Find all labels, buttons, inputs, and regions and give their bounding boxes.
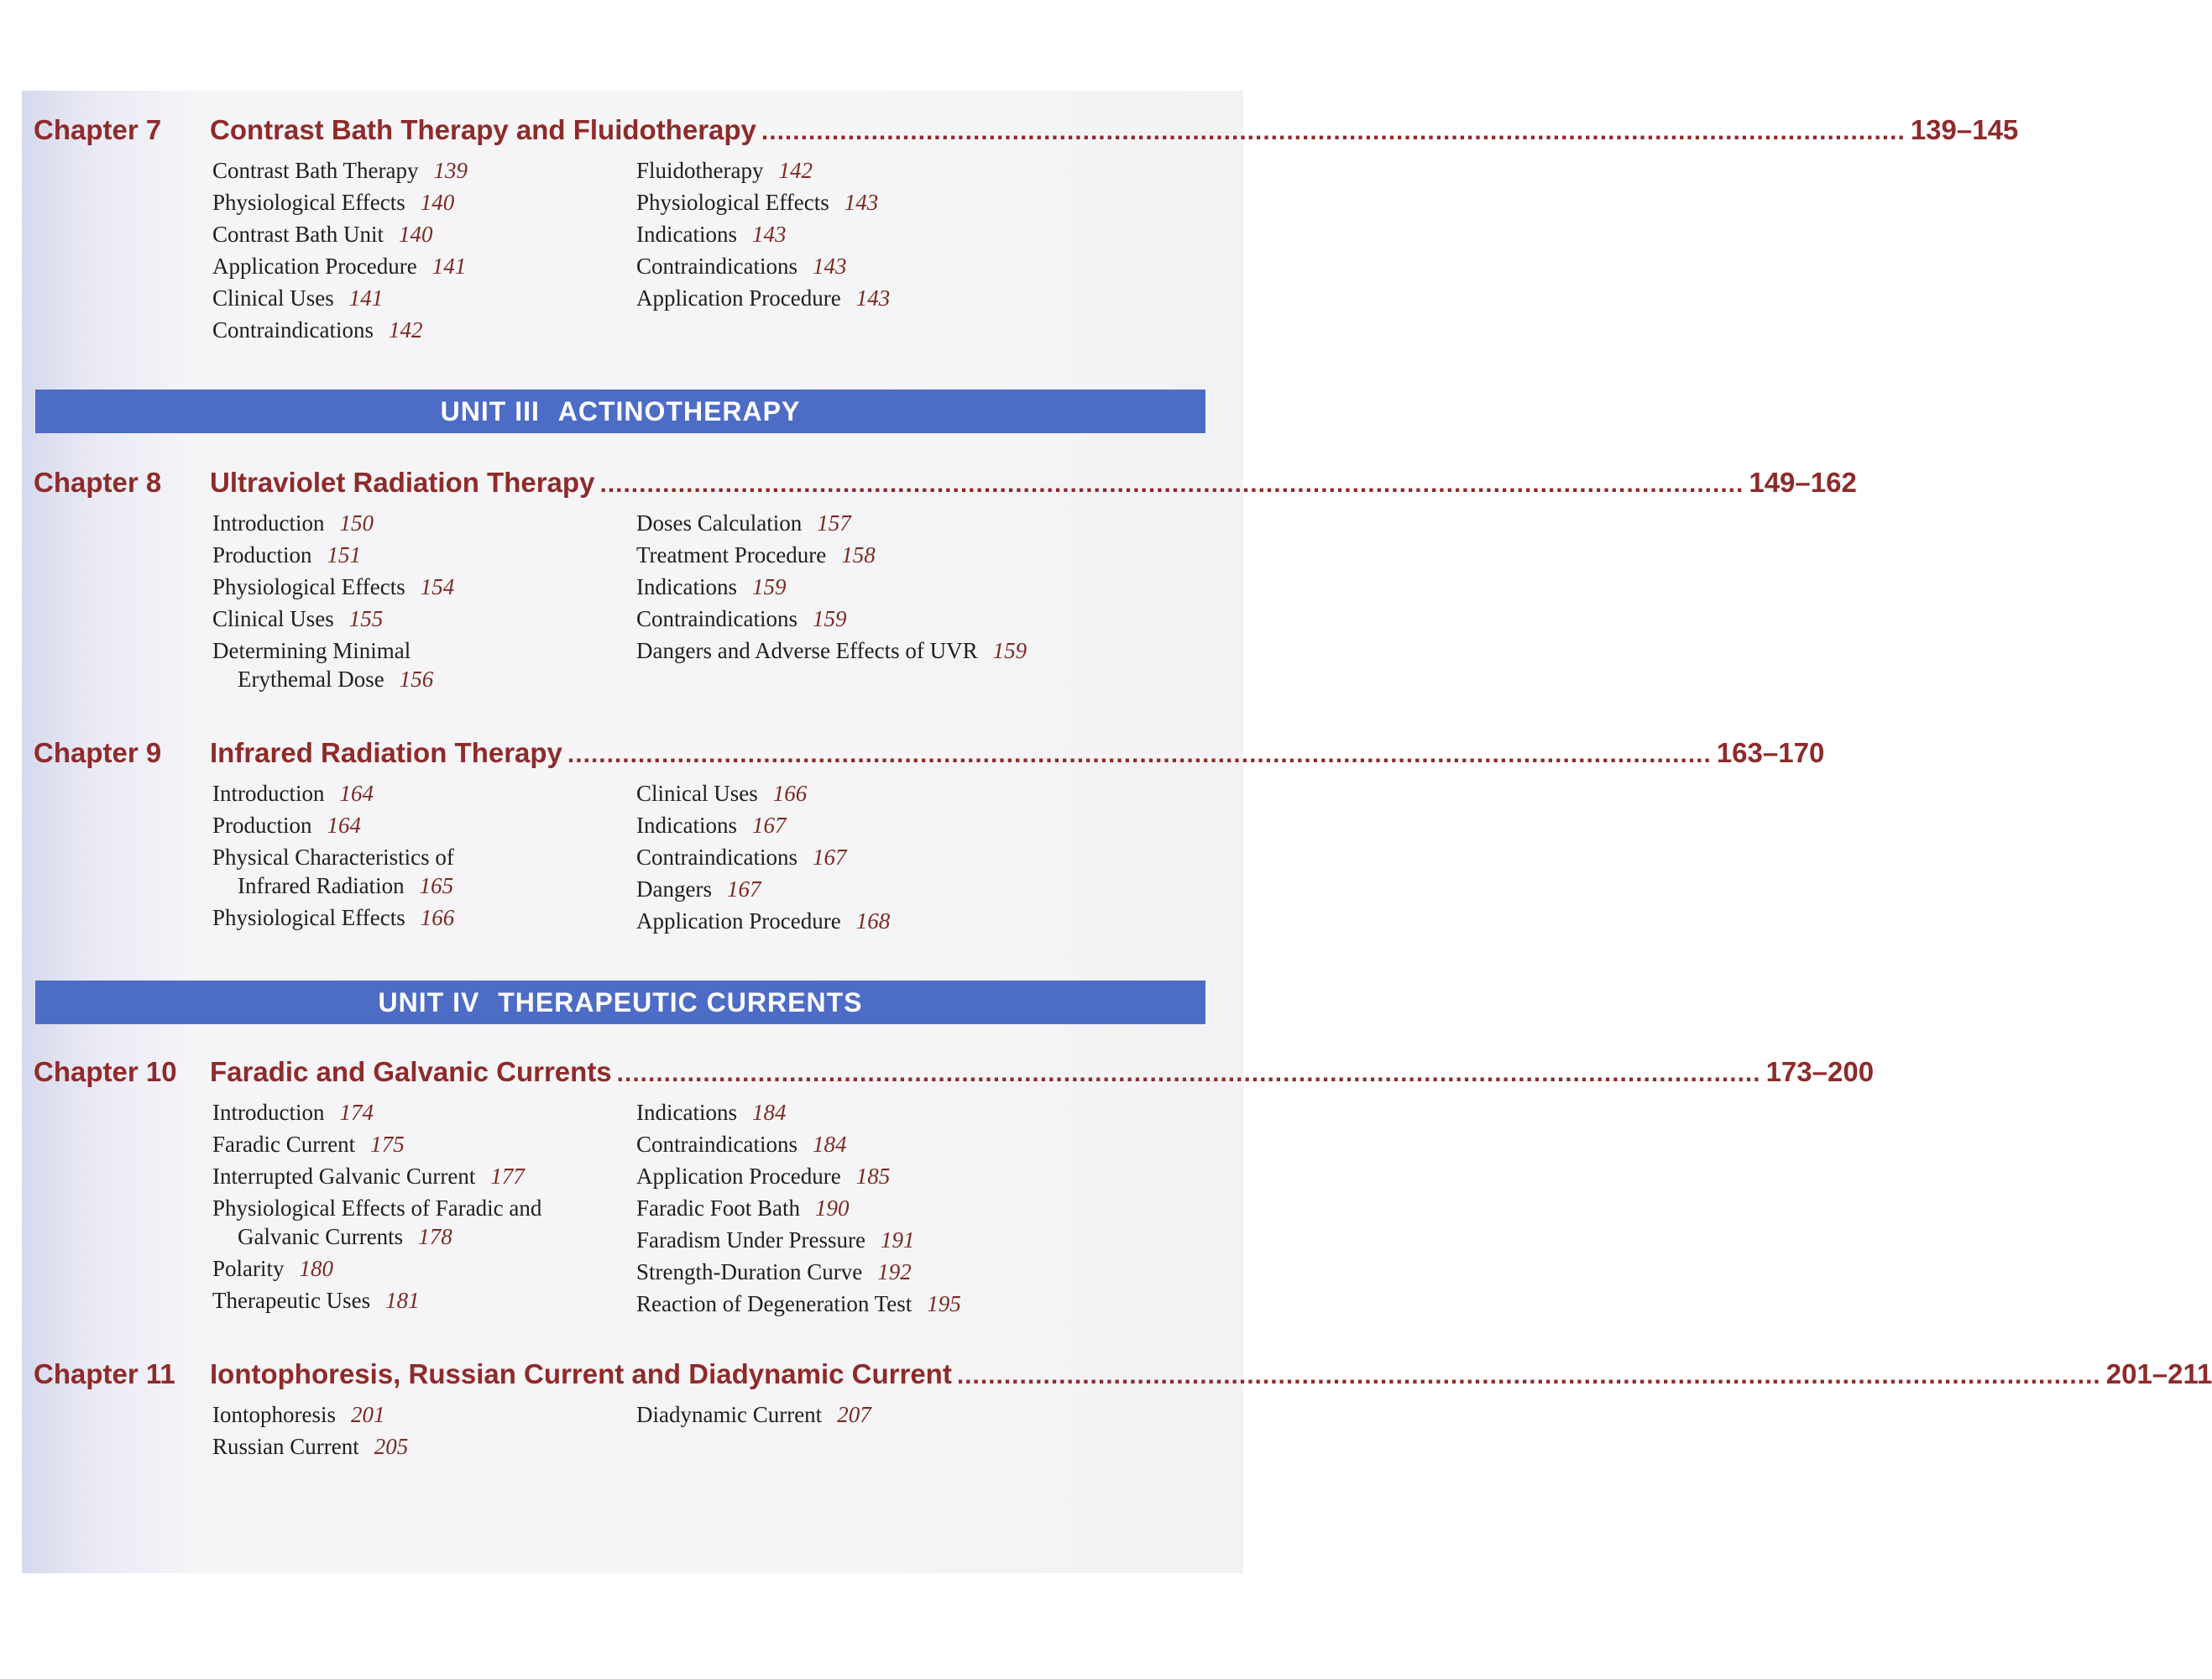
chapter-page-range: 173–200	[1765, 1056, 1875, 1087]
toc-entry: Treatment Procedure 158	[636, 542, 876, 568]
toc-entry: Production 151	[212, 542, 361, 568]
toc-entry: Interrupted Galvanic Current 177	[212, 1164, 525, 1189]
toc-entry: Infrared Radiation 165	[238, 873, 454, 898]
chapter-title: Iontophoresis, Russian Current and Diadynamic Current	[210, 1358, 952, 1389]
dot-leader: ..................................................................................................................................................	[567, 740, 1712, 768]
chapter-number: Chapter 9	[34, 737, 162, 768]
toc-entry: Erythemal Dose 156	[238, 667, 434, 692]
toc-entry: Application Procedure 143	[636, 285, 891, 311]
toc-entry: Contraindications 167	[636, 845, 847, 870]
chapter-number: Chapter 7	[34, 114, 162, 145]
toc-entry: Dangers 167	[636, 876, 761, 902]
topic-list-left	[212, 777, 469, 934]
chapter-number: Chapter 10	[34, 1056, 177, 1087]
toc-entry: Introduction 164	[212, 781, 374, 806]
toc-entry: Russian Current 205	[212, 1434, 409, 1459]
chapter-9	[34, 737, 1825, 934]
unit-title: THERAPEUTIC CURRENTS	[498, 987, 863, 1017]
toc-entry: Strength-Duration Curve 192	[636, 1259, 912, 1284]
toc-entry: Contrast Bath Unit 140	[212, 222, 433, 247]
chapter-number: Chapter 8	[34, 467, 162, 498]
toc-entry: Application Procedure 141	[212, 254, 467, 279]
dot-leader: ..................................................................................................................................................	[599, 470, 1744, 498]
toc-entry: Indications 184	[636, 1100, 787, 1125]
dot-leader: ..................................................................................................................................................	[761, 118, 1906, 145]
chapter-10	[34, 1056, 1875, 1316]
topic-list-right	[636, 777, 890, 937]
toc-entry: Physiological Effects 166	[212, 905, 455, 930]
chapter-11	[34, 1358, 2212, 1459]
toc-entry: Introduction 174	[212, 1100, 374, 1125]
chapter-7	[34, 114, 2019, 343]
toc-entry: Clinical Uses 155	[212, 606, 384, 631]
topic-list-left	[212, 154, 468, 346]
toc-entry: Physiological Effects 154	[212, 574, 455, 599]
toc-entry: Fluidotherapy 142	[636, 158, 813, 183]
toc-entry: Indications 167	[636, 813, 787, 838]
chapter-title: Contrast Bath Therapy and Fluidotherapy	[210, 114, 756, 145]
toc-entry: Dangers and Adverse Effects of UVR 159	[636, 638, 1028, 663]
toc-entry: Iontophoresis 201	[212, 1402, 385, 1427]
toc-entry: Physiological Effects 143	[636, 190, 879, 215]
toc-entry: Application Procedure 185	[636, 1164, 891, 1189]
topic-list-right	[636, 154, 890, 314]
toc-entry: Contraindications 142	[212, 317, 423, 343]
chapter-title: Ultraviolet Radiation Therapy	[210, 467, 595, 498]
unit-3-banner	[35, 390, 1205, 433]
unit-label: UNIT III	[440, 396, 540, 426]
chapter-page-range: 139–145	[1910, 114, 2019, 145]
chapter-page-range: 163–170	[1716, 737, 1825, 768]
unit-label: UNIT IV	[378, 987, 480, 1017]
topic-list-left	[212, 1399, 408, 1462]
chapter-title: Infrared Radiation Therapy	[210, 737, 562, 768]
toc-entry: Physical Characteristics of	[212, 845, 454, 870]
chapter-number: Chapter 11	[34, 1358, 175, 1389]
toc-entry: Therapeutic Uses 181	[212, 1288, 420, 1313]
chapter-page-range: 201–211	[2105, 1358, 2212, 1389]
toc-entry: Application Procedure 168	[636, 908, 891, 934]
unit-4-banner	[35, 981, 1205, 1024]
toc-entry: Contraindications 159	[636, 606, 847, 631]
toc-entry: Contraindications 143	[636, 254, 847, 279]
toc-entry: Indications 159	[636, 574, 787, 599]
toc-entry: Reaction of Degeneration Test 195	[636, 1291, 961, 1316]
toc-entry: Clinical Uses 141	[212, 285, 384, 311]
topic-list-right	[636, 1399, 871, 1431]
topic-list-left	[212, 1096, 557, 1316]
toc-entry: Galvanic Currents 178	[238, 1224, 452, 1249]
unit-title: ACTINOTHERAPY	[557, 396, 801, 426]
dot-leader: ..................................................................................................................................................	[616, 1059, 1761, 1087]
toc-entry: Introduction 150	[212, 510, 374, 536]
toc-entry: Diadynamic Current 207	[636, 1402, 871, 1427]
toc-entry: Production 164	[212, 813, 361, 838]
toc-entry: Contrast Bath Therapy 139	[212, 158, 468, 183]
toc-entry: Faradism Under Pressure 191	[636, 1227, 915, 1253]
topic-list-right	[636, 1096, 961, 1320]
topic-list-left	[212, 507, 454, 695]
chapter-8	[34, 467, 1857, 692]
toc-entry: Physiological Effects of Faradic and	[212, 1195, 542, 1221]
book-page	[22, 91, 2212, 1573]
toc-entry: Determining Minimal	[212, 638, 411, 663]
toc-entry: Doses Calculation 157	[636, 510, 851, 536]
topic-list-right	[636, 507, 1027, 667]
chapter-page-range: 149–162	[1749, 467, 1857, 498]
toc-entry: Faradic Foot Bath 190	[636, 1195, 850, 1221]
toc-entry: Indications 143	[636, 222, 787, 247]
toc-entry: Contraindications 184	[636, 1132, 847, 1157]
toc-entry: Faradic Current 175	[212, 1132, 405, 1157]
toc-entry: Clinical Uses 166	[636, 781, 808, 806]
chapter-title: Faradic and Galvanic Currents	[210, 1056, 612, 1087]
toc-entry: Physiological Effects 140	[212, 190, 455, 215]
toc-entry: Polarity 180	[212, 1256, 333, 1281]
dot-leader: ..................................................................................................................................................	[956, 1362, 2101, 1389]
